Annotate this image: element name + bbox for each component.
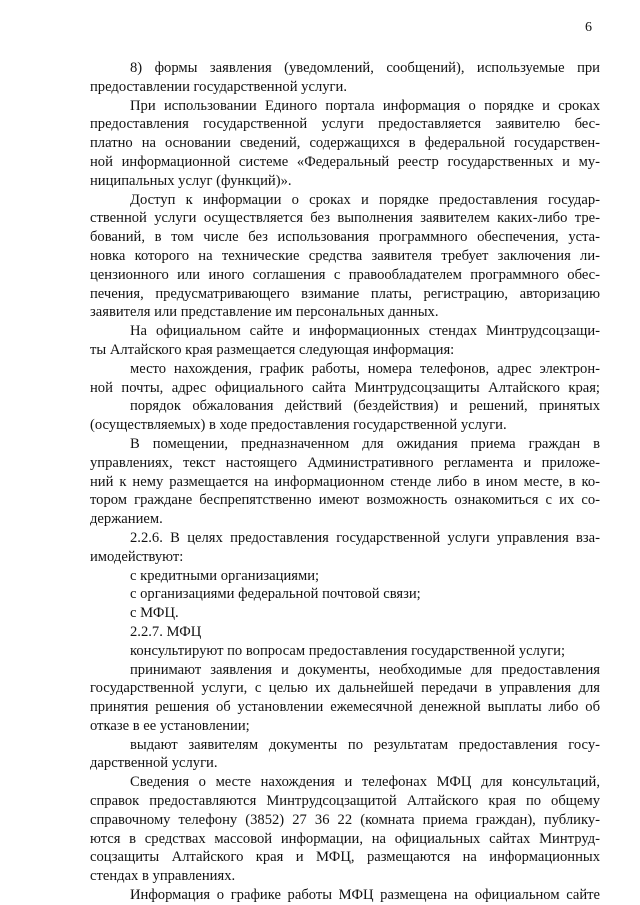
text-line: В помещении, предназначенном для ожидания приема граждан в (130, 435, 600, 452)
text-line: ной информационной системе «Федеральный реестр государственных и му- (90, 153, 600, 170)
text-line: Информация о графике работы МФЦ размещена на официальном сайте (130, 887, 600, 904)
text-line: принимают заявления и документы, необходимые для предоставления (130, 661, 600, 678)
text-line: государственной услуги, с целью их дальнейшей передачи в управления для (90, 680, 600, 697)
document-body (90, 59, 600, 905)
text-line: платно на основании сведений, содержащихся в федеральной государствен- (90, 135, 600, 152)
text-line: порядок обжалования действий (бездействия) и решений, принятых (130, 398, 600, 415)
text-line: предоставления государственной услуги предоставляется заявителю бес- (90, 116, 600, 133)
text-line: с МФЦ. (130, 605, 179, 622)
text-line: При использовании Единого портала информация о порядке и сроках (130, 97, 600, 114)
text-line: На официальном сайте и информационных стендах Минтрудсоцзащи- (130, 323, 600, 340)
text-line: управлениях, текст настоящего Административного регламента и приложе- (90, 454, 600, 471)
text-line: тором граждане беспрепятственно имеют возможность ознакомиться с их со- (90, 492, 600, 509)
text-line: предоставлении государственной услуги. (90, 78, 347, 95)
text-line: 8) формы заявления (уведомлений, сообщений), используемые при (130, 60, 600, 76)
text-line: 2.2.6. В целях предоставления государственной услуги управления вза- (130, 529, 600, 546)
text-line: бований, в том числе без использования программного обеспечения, уста- (90, 229, 600, 246)
text-line: ной почты, адрес официального сайта Минтрудсоцзащиты Алтайского края; (90, 379, 600, 396)
text-line: 2.2.7. МФЦ (130, 623, 202, 640)
text-line: ты Алтайского края размещается следующая информация: (90, 341, 455, 358)
text-line: ний к нему размещается на информационном стенде либо в ином месте, в ко- (90, 473, 600, 490)
text-line: выдают заявителям документы по результатам предоставления госу- (130, 736, 600, 753)
text-line: Доступ к информации о сроках и порядке предоставления государ- (130, 191, 600, 208)
text-line: справок предоставляются Минтрудсоцзащитой Алтайского края по общему (90, 793, 600, 810)
text-line: с организациями федеральной почтовой связи; (130, 586, 421, 603)
text-line: консультируют по вопросам предоставления государственной услуги; (130, 642, 566, 659)
text-line: соцзащиты Алтайского края и МФЦ, размещаются на информационных (90, 849, 600, 866)
text-line: заявителя или представление им персональных данных. (90, 304, 439, 321)
text-line: Сведения о месте нахождения и телефонах МФЦ для консультаций, (130, 774, 600, 791)
text-line: справочному телефону (3852) 27 36 22 (комната приема граждан), публику- (90, 811, 600, 828)
text-line: печения, предусматривающего взимание платы, регистрацию, авторизацию (90, 285, 600, 302)
text-line: дарственной услуги. (90, 755, 218, 772)
text-line: ниципальных услуг (функций)». (90, 172, 292, 189)
text-line: с кредитными организациями; (130, 567, 320, 584)
text-line: место нахождения, график работы, номера телефонов, адрес электрон- (130, 360, 600, 377)
text-line: держанием. (90, 511, 163, 528)
text-line: имодействуют: (90, 548, 184, 565)
text-line: новка которого на технические средства заявителя требует заключения ли- (90, 247, 600, 264)
text-line: ственной услуги осуществляется без выполнения заявителем каких-либо тре- (90, 210, 600, 227)
text-line: стендах в управлениях. (90, 868, 236, 885)
text-line: (осуществляемых) в ходе предоставления государственной услуги. (90, 417, 507, 434)
text-line: цензионного или иного соглашения с правообладателем программного обес- (90, 266, 600, 283)
page-number: 6 (585, 20, 592, 35)
text-line: принятия решения об установлении ежемесячной денежной выплаты либо об (90, 699, 600, 716)
text-line: ются в средствах массовой информации, на официальных сайтах Минтруд- (90, 830, 600, 847)
text-line: отказе в ее установлении; (90, 717, 250, 734)
